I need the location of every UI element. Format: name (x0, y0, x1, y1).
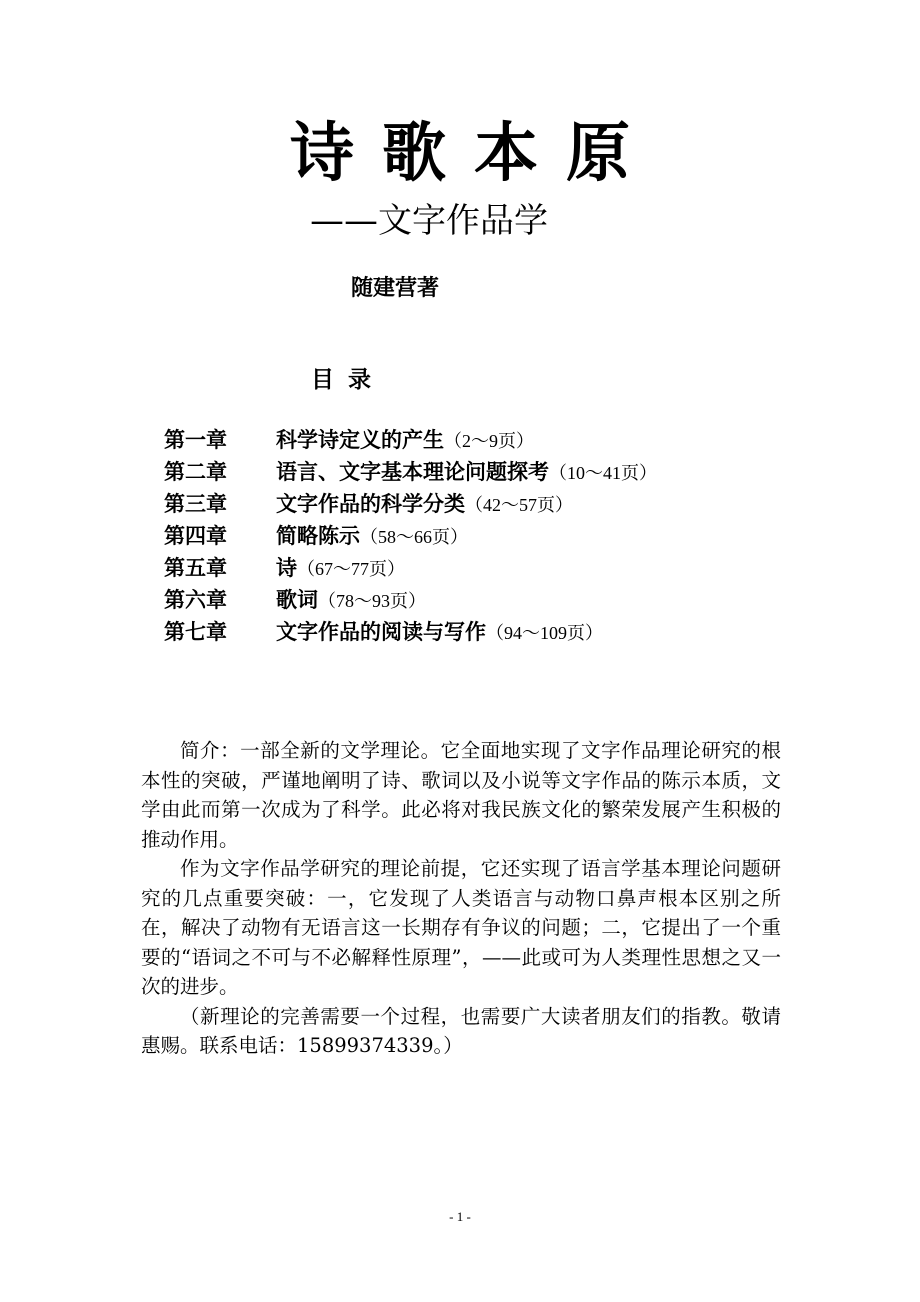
toc-chapter-label: 第六章 (164, 588, 227, 612)
toc-chapter-title: 歌词 (276, 588, 318, 612)
toc-entry (164, 424, 844, 456)
paragraph: 简介：一部全新的文学理论。它全面地实现了文字作品理论研究的根本性的突破，严谨地阐明了诗、歌词以及小说等文字作品的陈示本质，文学由此而第一次成为了科学。此必将对我民族文化的繁荣发展产生积极的推动作用。 (141, 739, 781, 851)
paragraph: （新理论的完善需要一个过程，也需要广大读者朋友们的指教。敬请惠赐。联系电话：15899374339。） (141, 1004, 781, 1057)
toc-heading-char: 录 (348, 367, 371, 393)
toc-chapter-title: 简略陈示 (276, 524, 360, 548)
toc-heading (311, 363, 371, 397)
subtitle: ——文字作品学 (310, 201, 548, 241)
toc-entry (164, 552, 844, 584)
toc-page-range: （2～9页） (444, 431, 534, 451)
toc-page-range: （67～77页） (297, 559, 405, 579)
toc-entry (164, 584, 844, 616)
toc-page-range: （58～66页） (360, 527, 468, 547)
toc-chapter-label: 第七章 (164, 620, 227, 644)
toc-page-range: （10～41页） (549, 463, 657, 483)
toc-chapter-label: 第一章 (164, 428, 227, 452)
page-number: - 1 - (449, 1209, 471, 1224)
introduction-text (141, 736, 781, 1061)
toc-chapter-label: 第三章 (164, 492, 227, 516)
toc-entry (164, 520, 844, 552)
toc-entry (164, 456, 844, 488)
toc-page-range: （78～93页） (318, 591, 426, 611)
table-of-contents (164, 424, 844, 648)
toc-chapter-label: 第五章 (164, 556, 227, 580)
toc-chapter-label: 第四章 (164, 524, 227, 548)
toc-chapter-title: 语言、文字基本理论问题探考 (276, 460, 549, 484)
toc-chapter-title: 文字作品的科学分类 (276, 492, 465, 516)
title-char: 歌 (382, 117, 446, 191)
author-line: 随建营著 (351, 276, 440, 301)
title-char: 诗 (290, 117, 354, 191)
toc-chapter-title: 科学诗定义的产生 (276, 428, 444, 452)
page-title (0, 114, 920, 194)
toc-chapter-title: 文字作品的阅读与写作 (276, 620, 486, 644)
title-char: 原 (566, 117, 630, 191)
toc-heading-char: 目 (311, 367, 334, 393)
paragraph: 作为文字作品学研究的理论前提，它还实现了语言学基本理论问题研究的几点重要突破：一，它发现了人类语言与动物口鼻声根本区别之所在，解决了动物有无语言这一长期存有争议的问题；二，它提出了一个重要的“语词之不可与不必解释性原理”，——此或可为人类理性思想之又一次的进步。 (141, 857, 781, 998)
toc-page-range: （42～57页） (465, 495, 573, 515)
toc-entry (164, 488, 844, 520)
toc-page-range: （94～109页） (486, 623, 603, 643)
toc-chapter-title: 诗 (276, 556, 297, 580)
toc-chapter-label: 第二章 (164, 460, 227, 484)
toc-entry (164, 616, 844, 648)
title-char: 本 (474, 117, 538, 191)
